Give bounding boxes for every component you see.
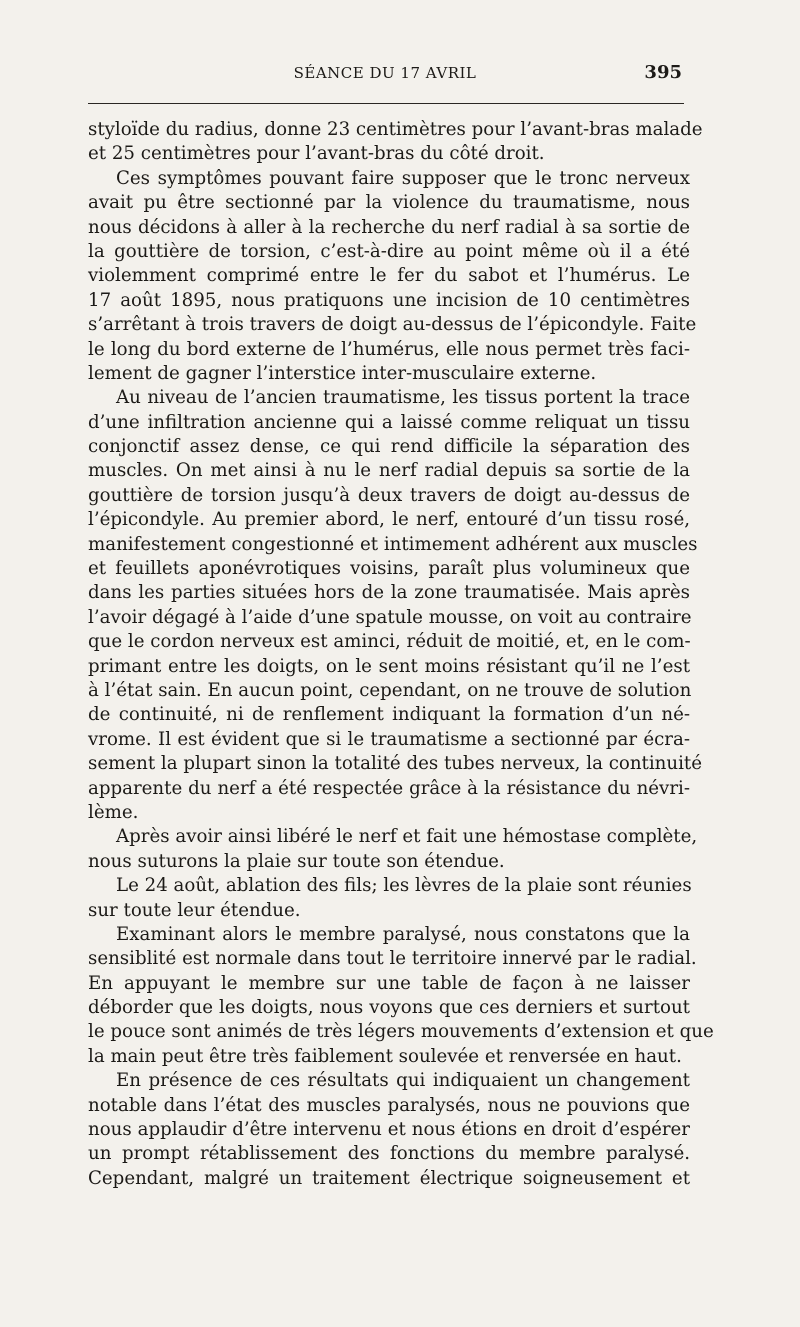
page-number: 395 <box>644 62 682 83</box>
text-line: un prompt rétablissement des fonctions du membre paralysé. <box>88 1143 690 1165</box>
text-line: lème. <box>88 801 139 823</box>
text-line: nous applaudir d’être intervenu et nous étions en droit d’espérer <box>88 1119 690 1141</box>
text-line: Cependant, malgré un traitement électrique soigneusement et <box>88 1167 690 1189</box>
text-line: 17 août 1895, nous pratiquons une incision de 10 centimètres <box>88 289 690 311</box>
text-line: et feuillets aponévrotiques voisins, paraît plus volumineux que <box>88 558 690 580</box>
text-line: de continuité, ni de renflement indiquant la formation d’un né- <box>88 704 690 726</box>
text-line: s’arrêtant à trois travers de doigt au-dessus de l’épicondyle. Faite <box>88 314 697 336</box>
text-line: que le cordon nerveux est aminci, réduit de moitié, et, en le com- <box>88 631 691 653</box>
text-line: nous suturons la plaie sur toute son étendue. <box>88 850 505 872</box>
text-line: déborder que les doigts, nous voyons que ces derniers et surtout <box>88 997 690 1019</box>
text-line: d’une infiltration ancienne qui a laissé comme reliquat un tissu <box>88 411 690 433</box>
text-line: nous décidons à aller à la recherche du nerf radial à sa sortie de <box>88 216 690 238</box>
text-line: l’avoir dégagé à l’aide d’une spatule mousse, on voit au contraire <box>88 606 692 628</box>
text-line: violemment comprimé entre le fer du sabot et l’humérus. Le <box>88 265 690 287</box>
text-line: lement de gagner l’interstice inter-musculaire externe. <box>88 362 597 384</box>
text-line: Le 24 août, ablation des fils; les lèvres de la plaie sont réunies <box>116 875 692 897</box>
text-line: En appuyant le membre sur une table de façon à ne laisser <box>88 972 690 994</box>
text-line: Au niveau de l’ancien traumatisme, les tissus portent la trace <box>116 387 690 409</box>
text-line: vrome. Il est évident que si le traumatisme a sectionné par écra- <box>88 728 690 750</box>
running-head: SÉANCE DU 17 AVRIL <box>293 64 477 82</box>
text-line: Après avoir ainsi libéré le nerf et fait une hémostase complète, <box>116 826 698 848</box>
text-line: dans les parties situées hors de la zone traumatisée. Mais après <box>88 582 690 604</box>
text-line: sement la plupart sinon la totalité des tubes nerveux, la continuité <box>88 753 702 775</box>
text-line: En présence de ces résultats qui indiquaient un changement <box>116 1070 690 1092</box>
text-line: manifestement congestionné et intimement adhérent aux muscles <box>88 533 698 555</box>
text-line: Examinant alors le membre paralysé, nous constatons que la <box>116 923 690 945</box>
text-line: sur toute leur étendue. <box>88 899 301 921</box>
text-line: Ces symptômes pouvant faire supposer que le tronc nerveux <box>116 167 690 189</box>
text-line: la gouttière de torsion, c’est-à-dire au point même où il a été <box>88 240 690 262</box>
text-line: notable dans l’état des muscles paralysés, nous ne pouvions que <box>88 1094 690 1116</box>
text-line: et 25 centimètres pour l’avant-bras du côté droit. <box>88 143 545 165</box>
text-line: avait pu être sectionné par la violence du traumatisme, nous <box>88 192 690 214</box>
header-rule <box>88 103 684 104</box>
page-header <box>88 60 682 90</box>
text-line: styloïde du radius, donne 23 centimètres pour l’avant-bras malade <box>88 119 703 140</box>
text-line: apparente du nerf a été respectée grâce à la résistance du névri- <box>88 777 690 799</box>
text-line: l’épicondyle. Au premier abord, le nerf, entouré d’un tissu rosé, <box>88 509 690 531</box>
text-line: muscles. On met ainsi à nu le nerf radial depuis sa sortie de la <box>88 460 690 482</box>
text-line: la main peut être très faiblement soulevée et renversée en haut. <box>88 1045 682 1067</box>
body-text <box>88 118 714 1191</box>
text-line: primant entre les doigts, on le sent moins résistant qu’il ne l’est <box>88 655 690 677</box>
text-line: le long du bord externe de l’humérus, elle nous permet très faci- <box>88 338 690 360</box>
text-line: à l’état sain. En aucun point, cependant, on ne trouve de solution <box>88 679 692 701</box>
text-line: le pouce sont animés de très légers mouvements d’extension et que <box>88 1021 714 1043</box>
text-line: gouttière de torsion jusqu’à deux travers de doigt au-dessus de <box>88 484 690 506</box>
text-line: conjonctif assez dense, ce qui rend difficile la séparation des <box>88 436 690 458</box>
text-line: sensiblité est normale dans tout le territoire innervé par le radial. <box>88 948 697 970</box>
